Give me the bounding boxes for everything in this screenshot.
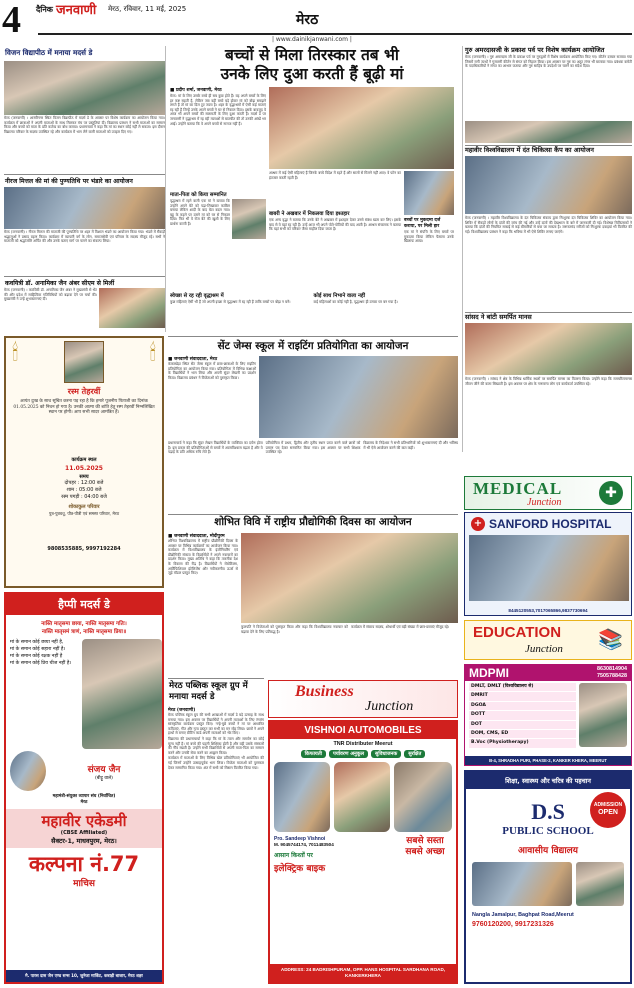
vishnoi-slogan: सबसे सस्ता सबसे अच्छा: [405, 836, 445, 857]
mother-portrait: [82, 639, 162, 749]
school-tagline: शिक्षा, स्वास्थ्य और चरित्र की पहचान: [466, 772, 630, 789]
lead-sub-4: स्वेच्छा से रह रही वृद्धाश्रम में: [170, 293, 224, 299]
lead-text-7: कई महिलाओं का कोई नहीं है, वृद्धाश्रम ही उनका घर बन गया है।: [313, 300, 398, 304]
school-type: आवासीय विद्यालय: [518, 846, 578, 856]
tech-day-byline: ■ जनवाणी संवाददाता, मोदीपुरम: [168, 534, 225, 539]
vishnoi-contact: Pro. Sandeep Vishnoi: [274, 836, 326, 842]
quote-1: नास्ति मातृसमा छाया, नास्ति मातृसमा गतिः।: [41, 621, 127, 627]
lead-byline: ■ प्रदीप शर्मा, जनवाणी, मेरठ: [170, 88, 222, 93]
anamika-photo: [99, 288, 165, 328]
business-title-2: Junction: [365, 699, 414, 714]
business-title: Business: [295, 683, 354, 700]
paper-name: जनवाणी: [56, 3, 97, 18]
course-item: DOT: [469, 721, 576, 729]
lead-photo-main: [269, 87, 454, 169]
gurpurab-photo: [465, 121, 632, 143]
mothers-footer: मै. पारस दास जैन एण्ड सन्स 10, जुनेजा मार्किट, कबाड़ी बाजार, मेरठ शहर: [6, 970, 162, 982]
website: | www.dainikjanwani.com |: [272, 36, 352, 43]
books-icon: 📚: [598, 627, 623, 651]
academy-address: सैक्टर-1, माधवपुरम, मेरठ।: [51, 837, 117, 845]
mothers-line: मां के समान कोई प्रिय चीज नहीं है।: [10, 661, 72, 666]
medical-title: MEDICAL: [473, 479, 563, 498]
gurpurab-text: मेरठ (जनवाणी) । गुरु अमरदास जी के प्रकाश पर्व पर गुरुद्वारों में विशेष कार्यक्रम आयोजित किए गए। कीर्तन दरबार सजाया गया जिसमें रागी जत्थों ने गुरबाणी कीर्तन से संगत को निहाल किया। इस अवसर पर गुरु का अटूट लंगर भी बरताया गया। प्रबंधक कमेटी के पदाधिकारियों ने संगत का आभार जताया और गुरु साहिब के उपदेशों पर चलने का संदेश दिया।: [465, 55, 632, 69]
left-headline-2: नीरज मित्तल की मां की पुण्यतिथि पर भंडारे का आयोजन: [4, 174, 165, 186]
feature-tag: सुविधाजनक: [371, 750, 401, 758]
lead-text-4: एक अन्य वृद्धा ने बताया कि उनके बेटे ने अखबार में इश्तहार देकर उनसे संबंध खत्म कर लिए। इसके बाद से वे यहां रह रही हैं। उन्हें आज भी अपने पोते-पोतियों की याद आती है। आश्रम संचालक ने बताया कि यहां सभी को परिवार जैसा माहौल दिया जाता है।: [269, 218, 401, 232]
bhandara-story: मेरठ (जनवाणी) । नीरज मित्तल की माताजी की पुण्यतिथि पर शहर में विशाल भंडारे का आयोजन किया गया। भंडारे में सैकड़ों श्रद्धालुओं ने प्रसाद ग्रहण किया। कार्यक्रम में व्यापारी वर्ग के लोग, समाजसेवी एवं परिवार के सदस्य मौजूद रहे। सभी ने माताजी को श्रद्धांजलि अर्पित की और उनके बताए मार्ग पर चलने का संकल्प लिया।: [4, 230, 165, 244]
tech-day-text-2: कुलपति ने विजेताओं को पुरस्कृत किया और कहा कि विश्वविद्यालय नवाचार को बढ़ावा देने के लिए प्रतिबद्ध है।: [241, 625, 348, 634]
sanford-hospital-ad: [464, 512, 632, 616]
notice-family: पुत्र-पुत्रवधू, पौत्र-पौत्री एवं समस्त परिवार, मेरठ: [48, 511, 119, 516]
tech-day-headline: शोभित विवि में राष्ट्रीय प्रौद्योगिकी दिवस का आयोजन: [214, 516, 412, 528]
notice-text: अत्यंत दुःख के साथ सूचित करना पड़ रहा है कि हमारे पूजनीय पिताजी का दिनांक 01.05.2025 को निधन हो गया है। उनकी आत्मा की शांति हेतु रस्म तेहरवीं निम्नलिखित स्थान पर होगी। आप सभी सादर आमंत्रित हैं।: [13, 399, 155, 416]
mothers-day-ad: [4, 592, 164, 984]
meerut-public-byline: मेरठ (जनवाणी): [168, 708, 196, 713]
stjames-headline: सेंट जेम्स स्कूल में राइटिंग प्रतियोगिता का आयोजन: [217, 340, 409, 352]
deceased-photo: [64, 341, 104, 383]
tehravi-notice: [4, 336, 164, 588]
scooter-image: [334, 762, 390, 832]
tech-day-text-1: शोभित विश्वविद्यालय में राष्ट्रीय प्रौद्योगिकी दिवस के अवसर पर विभिन्न कार्यक्रमों का आयोजन किया गया। कार्यक्रम में विश्वविद्यालय के इंजीनियरिंग एवं प्रौद्योगिकी संकाय के विद्यार्थियों ने अपने नवाचारों का प्रदर्शन किया। मुख्य अतिथि ने कहा कि तकनीक देश के विकास की रीढ़ है। विद्यार्थियों ने रोबोटिक्स, आर्टिफिशियल इंटेलिजेंस और नवीकरणीय ऊर्जा से जुड़े मॉडल प्रस्तुत किए।: [168, 539, 238, 576]
business-junction-banner: [268, 680, 458, 718]
feature-tag: किफायती: [301, 750, 326, 758]
notice-line: रस्म पगड़ी : 04:00 बजे: [61, 494, 107, 500]
vishnoi-cta: आसान किश्तों पर: [274, 852, 313, 859]
vishnoi-sub: TNR Distributer Meerut: [333, 741, 393, 747]
mdpmi-phone-1: 8630814904: [597, 666, 627, 672]
right-headline-1: गुरु अमरदासजी के प्रकाश पर्व पर विशेष कार्यक्रम आयोजित: [465, 46, 605, 54]
vishnoi-address: ADDRESS: 24 BADRISHPURAM, OPP. HANS HOSPITAL SARDHANA ROAD, KANKERKHERA: [270, 964, 456, 982]
doctor-image: [579, 683, 627, 747]
lead-sub-5: कोई साथ निभाने वाला नहीं: [313, 293, 365, 299]
school-phone: 9760120200, 9917231326: [472, 921, 554, 928]
admission-badge: [590, 792, 626, 828]
left-headline-3: कवयित्री डॉ. अनामिका जैन अंबर सीएम से मिलीं: [4, 276, 165, 288]
left-column: [4, 46, 166, 332]
lead-photo-1: [232, 199, 266, 239]
hospital-collage: [469, 535, 629, 601]
vishnoi-ad: [268, 720, 458, 984]
notice-title: रस्म तेहरवीं: [67, 387, 101, 396]
tech-day-photo: [241, 533, 458, 623]
course-item: DMRIT: [469, 692, 576, 700]
medical-junction-banner: [464, 476, 632, 510]
brand-sub: माचिस: [73, 879, 95, 889]
notice-date: 11.05.2025: [65, 465, 103, 472]
tech-day-story: [168, 514, 458, 674]
mothers-line: मां के समान कोई छाया नहीं है,: [10, 640, 64, 645]
education-sub: Junction: [525, 643, 563, 655]
stjames-story: [168, 336, 458, 512]
hospital-name: SANFORD HOSPITAL: [489, 517, 612, 531]
person-city: मेरठ: [80, 800, 88, 805]
mdpmi-ad: [464, 664, 632, 766]
notice-line: शाम : 05:00 बजे: [66, 487, 102, 493]
right-headline-3: सांसद ने बांटी समर्पित मानस: [465, 312, 632, 321]
education-junction-banner: [464, 620, 632, 660]
lead-text-2: वृद्धाश्रम में रहने वाली एक मां ने बताया कि उन्होंने अपने बेटे को पढ़ा-लिखाकर काबिल बनाया लेकिन शादी के बाद बेटा बदल गया। बहू के कहने पर उसने मां को घर से निकाल दिया। फिर भी वे रोज बेटे की खुशी के लिए प्रार्थना करती हैं।: [170, 199, 230, 226]
meerut-public-story: [168, 678, 264, 984]
tech-day-text-3: कार्यक्रम में संकाय सदस्य, शोधार्थी एवं बड़ी संख्या में छात्र-छात्राएं मौजूद रहे।: [351, 625, 450, 629]
mp-text: मेरठ (जनवाणी) । सांसद ने क्षेत्र के विभिन्न धार्मिक स्थलों पर समर्पित मानस का वितरण किया। उन्होंने कहा कि रामचरितमानस जीवन जीने की कला सिखाती है। इस अवसर पर क्षेत्र के गणमान्य लोग एवं कार्यकर्ता उपस्थित रहे।: [465, 377, 632, 386]
meerut-public-text: मेरठ पब्लिक स्कूल ग्रुप की सभी शाखाओं में मदर्स डे बड़े उत्साह के साथ मनाया गया। इस अवसर पर विद्यार्थियों ने अपनी माताओं के लिए रंगारंग सांस्कृतिक कार्यक्रम प्रस्तुत किए। नन्हे-मुन्ने बच्चों ने मां पर आधारित कविताएं, गीत और नृत्य प्रस्तुत कर सभी का मन मोह लिया। छात्रों ने अपने हाथों से बनाए ग्रीटिंग कार्ड अपनी माताओं को भेंट किए। विद्यालय की प्रधानाचार्या ने कहा कि मां के त्याग और समर्पण का कोई मूल्य नहीं है। मां बच्चे की पहली शिक्षिका होती है और वही उसके संस्कारों की नींव रखती है। उन्होंने सभी विद्यार्थियों से अपनी माता-पिता का सम्मान करने और उनकी सेवा करने का आह्वान किया। कार्यक्रम में माताओं के लिए विभिन्न खेल प्रतियोगिताएं भी आयोजित की गईं जिनमें उन्होंने उत्साहपूर्वक भाग लिया। विजेता माताओं को पुरस्कार देकर सम्मानित किया गया। अंत में सभी को मिष्ठान वितरित किया गया।: [168, 713, 264, 770]
dental-camp-photo: [465, 156, 632, 214]
lead-text-6: कुछ महिलाएं ऐसी भी हैं जो अपनी इच्छा से वृद्धाश्रम में रह रही हैं ताकि बच्चों पर बोझ न बनें।: [170, 300, 291, 304]
hospital-phone: 8445120553,7017065866,9837730694: [508, 608, 588, 613]
meerut-public-headline: मेरठ पब्लिक स्कूल ग्रुप में मनाया मदर्स डे: [169, 681, 248, 702]
person-name: संजय जैन: [87, 764, 121, 775]
feature-tag: सुरक्षित: [404, 750, 425, 758]
person-title: महामंत्री-संयुक्त व्यापार संघ (निर्वाचित): [52, 794, 116, 799]
ds-public-school-ad: [464, 770, 632, 984]
brand-name: कल्पना नं.77: [28, 852, 140, 876]
education-title: EDUCATION: [473, 624, 562, 641]
mdpmi-address: B-4, SHRADHA PURI, PHASE-2, KANKER KHERA, MEERUT: [465, 756, 631, 765]
person-photo: [10, 751, 46, 791]
vishnoi-phone: M. 9045744174, 7011483504: [274, 842, 334, 847]
notice-phone: 9808535885, 9997192284: [47, 546, 121, 552]
academy-tag: (CBSE Affiliated): [60, 830, 108, 836]
vishnoi-ev-label: इलेक्ट्रिक बाइक: [274, 864, 326, 874]
mothers-greeting: हैप्पी मदर्स डे: [6, 594, 162, 615]
stjames-byline: ■ जनवाणी संवाददाता, मेरठ: [168, 357, 218, 362]
medical-sub: Junction: [527, 497, 562, 508]
stjames-text-4: विद्यालय के निदेशक ने सभी प्रतिभागियों को शुभकामनाएं दीं और भविष्य में भी ऐसे आयोजन करने की बात कही।: [363, 441, 458, 450]
lead-text-5: एक मां ने संपत्ति के लिए बच्चों पर मुकदमा किया लेकिन फैसला उनके खिलाफ आया।: [404, 230, 454, 244]
lead-photo-2: [404, 171, 454, 215]
stjames-photo: [259, 356, 458, 438]
hospital-logo-icon: +: [471, 517, 485, 531]
dateline: मेरठ, रविवार, 11 मई, 2025: [108, 5, 187, 13]
city-label: मेरठ: [296, 12, 319, 28]
lead-sub-1: माता-पिता को किया सम्मानित: [170, 192, 227, 198]
anamika-story: मेरठ (जनवाणी) । कवयित्री डॉ. अनामिका जैन अंबर ने मुख्यमंत्री से भेंट की और प्रदेश में साहित्यिक गतिविधियों को बढ़ावा देने पर चर्चा की। मुख्यमंत्री ने उन्हें शुभकामनाएं दीं।: [4, 288, 97, 302]
notice-line: दोपहर : 12:00 बजे: [64, 480, 104, 486]
lamp-right-icon: 🕯: [149, 341, 156, 366]
quote-2: नास्ति मातृसमं त्राणं, नास्ति मातृसमा प्रिया॥: [41, 629, 127, 635]
mp-photo: [465, 323, 632, 375]
scooter-image: [394, 762, 452, 832]
mdpmi-phone-2: 7505788428: [597, 673, 627, 679]
vision-story: मेरठ (जनवाणी) । शास्त्रीनगर स्थित विजन विद्यापीठ में मदर्स डे के अवसर पर विशेष कार्यक्रम का आयोजन किया गया। कार्यक्रम में छात्राओं ने अपनी माताओं के साथ मिलकर मंच पर प्रस्तुतियां दीं। विद्यालय प्रबंधन ने सभी माताओं का सम्मान किया और बच्चों को माता के प्रति कर्तव्य का बोध कराया। प्रधानाचार्य ने कहा कि मां का स्थान कोई नहीं ले सकता। इस दौरान विद्यालय परिवार के सदस्य उपस्थित रहे और कार्यक्रम में भाग लेने वाली माताओं को उपहार दिए गए।: [4, 116, 165, 134]
course-item: DOM, CMS, ED: [469, 730, 576, 738]
mothers-line: मां के समान कोई सहारा नहीं है।: [10, 647, 66, 652]
program-label: कार्यक्रम स्थल: [71, 457, 97, 463]
lead-sub-2: बाबरी ने अखबार में निकलवा दिया इश्तहार: [269, 211, 350, 217]
mothers-line: मां के समान कोई रक्षक नहीं है: [10, 654, 63, 659]
vishnoi-name: VISHNOI AUTOMOBILES: [270, 722, 456, 739]
stjames-text-1: कंकरखेड़ा स्थित सेंट जेम्स स्कूल में छात्र-छात्राओं के लिए राइटिंग प्रतियोगिता का आयोजन किया गया। प्रतियोगिता में विभिन्न कक्षाओं के विद्यार्थियों ने भाग लिया और अपनी सुंदर लेखनी का प्रदर्शन किया। विद्यालय प्रबंधन ने विजेताओं को पुरस्कृत किया।: [168, 362, 256, 380]
school-photo: [472, 862, 572, 906]
admission-badge-line-2: OPEN: [598, 809, 618, 816]
masthead-rule: [38, 33, 632, 35]
left-headline-1: विजन विद्यापीठ में मनाया मदर्स डे: [5, 48, 93, 57]
notice-time-label: समय: [79, 474, 89, 480]
school-name-2: PUBLIC SCHOOL: [502, 825, 594, 837]
notice-signoff: शोकाकुल परिवार: [68, 504, 100, 510]
academy-name: महावीर एकेडमी: [41, 812, 127, 830]
dental-camp-text: मेरठ (जनवाणी) । महावीर विश्वविद्यालय के दंत चिकित्सा संकाय द्वारा निःशुल्क दंत चिकित्सा शिविर का आयोजन किया गया। शिविर में सैकड़ों लोगों के दांतों की जांच की गई और उन्हें दांतों की देखभाल के बारे में जानकारी दी गई। विशेषज्ञ चिकित्सकों ने बताया कि दांतों की नियमित सफाई से कई बीमारियों से बचा जा सकता है। जरूरतमंद मरीजों को निःशुल्क दवाइयां भी वितरित की गईं। विश्वविद्यालय प्रबंधन ने कहा कि भविष्य में भी ऐसे शिविर लगाए जाएंगे।: [465, 216, 632, 234]
stjames-text-2: प्रधानाचार्य ने कहा कि सुंदर लेखन विद्यार्थियों के व्यक्तित्व का दर्पण होता है। इस प्रकार की प्रतियोगिताओं से बच्चों में आत्मविश्वास बढ़ता है और वे पढ़ाई के प्रति अधिक रुचि लेते हैं।: [168, 441, 263, 455]
page-number: 4: [2, 0, 21, 41]
bhandara-photo: [4, 187, 165, 229]
course-item: DGOA: [469, 702, 576, 710]
lead-text-3: आश्रम में कई ऐसी महिलाएं हैं जिनके बच्चे विदेश में रहते हैं और सालों से मिलने नहीं आए। वे फोन का इंतजार करती रहती हैं।: [269, 171, 401, 180]
right-headline-2: महावीर विश्वविद्यालय में दंत चिकित्सा कैंप का आयोजन: [465, 145, 632, 154]
person-sub: (बीट्टू वाले): [95, 775, 113, 781]
lamp-left-icon: 🕯: [12, 341, 19, 366]
vision-photo: [4, 61, 165, 115]
lead-text-1: मेरठ: मां के लिए उसके बच्चे ही सब कुछ होते हैं। वह अपने बच्चों के लिए हर कष्ट सहती है, लेकिन जब वही बच्चे बड़े होकर मां को बोझ समझने लगते हैं तो मां का दिल टूट जाता है। शहर के वृद्धाश्रमों में ऐसी कई माताएं रह रही हैं जिन्हें उनके अपने बच्चों ने घर से निकाल दिया। इसके बावजूद वे आज भी अपने बच्चों की सलामती के लिए दुआ करती हैं। मदर्स डे पर जनवाणी ने वृद्धाश्रम में रह रही माताओं से बातचीत की तो उनकी आंखें भर आईं। उन्होंने बताया कि वे अपने बच्चों से नाराज नहीं हैं।: [170, 94, 266, 126]
paper-prefix: दैनिक: [36, 5, 53, 14]
caduceus-icon: ✚: [599, 481, 623, 505]
school-name: D.S: [531, 799, 565, 824]
masthead: [0, 0, 634, 46]
lead-headline-2: उनके लिए दुआ करती हैं बूढ़ी मां: [220, 65, 404, 83]
feature-tag: पर्यावरण अनुकूल: [329, 750, 368, 758]
mdpmi-name: MDPMI: [469, 666, 509, 680]
school-address: Nangla Jamalpur, Baghpat Road,Meerut: [472, 912, 574, 918]
course-item: B.Voc (Physiotherapy): [469, 739, 576, 747]
lead-story: [170, 46, 454, 332]
course-item: DMLT, DMLT (विश्वविद्यालय से): [469, 683, 576, 691]
scooter-image: [274, 762, 330, 832]
lead-sub-3: बच्चों पर मुकदमा दर्ज कराया, पर मिली हार: [404, 218, 441, 229]
stjames-text-3: प्रतियोगिता में प्रथम, द्वितीय और तृतीय स्थान प्राप्त करने वाले छात्रों को प्रमाण पत्र देकर सम्मानित किया गया। इस अवसर पर सभी शिक्षक उपस्थित रहे।: [265, 441, 361, 455]
admission-badge-line-1: ADMISSION: [593, 802, 623, 808]
course-item: DOTT: [469, 711, 576, 719]
student-photo: [576, 862, 624, 906]
right-column: [462, 46, 632, 452]
lead-headline-1: बच्चों से मिला तिरस्कार तब भी: [225, 46, 399, 64]
